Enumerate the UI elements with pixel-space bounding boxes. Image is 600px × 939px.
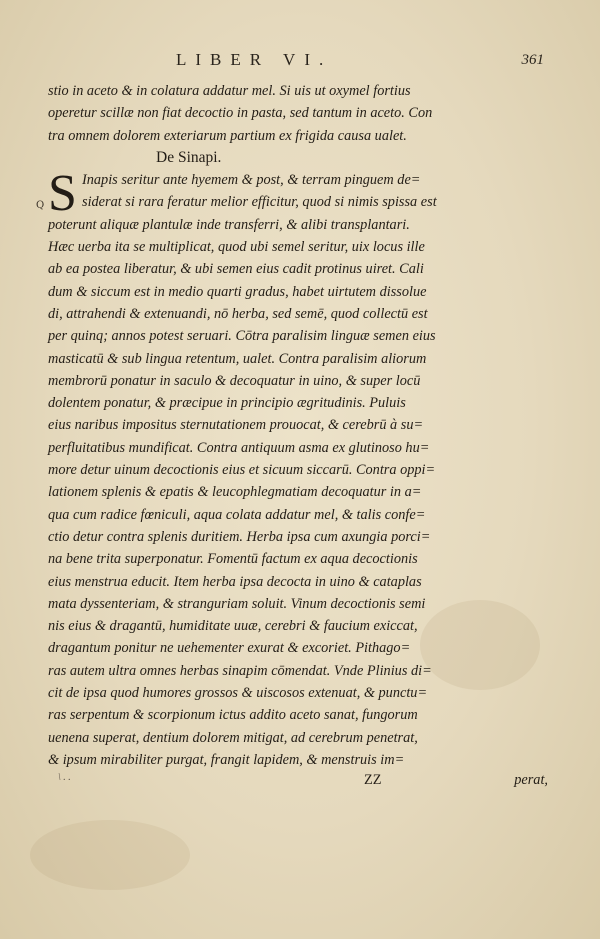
- text-line: dolentem ponatur, & præcipue in principio ægritudinis. Puluis: [48, 395, 406, 412]
- text-line: ctio detur contra splenis duritiem. Herba ipsa cum axungia porci=: [48, 528, 431, 545]
- text-line: dragantum ponitur ne uehementer exurat & excoriet. Pithago=: [48, 640, 411, 657]
- section-heading: De Sinapi.: [156, 148, 222, 166]
- text-line: uenena superat, dentium dolorem mitigat, ad cerebrum penetrat,: [48, 729, 418, 746]
- folio-number: 361: [521, 52, 544, 68]
- text-line: per quinq; annos potest seruari. Cōtra paralisim linguæ semen eius: [48, 328, 436, 345]
- text-line: stio in aceto & in colatura addatur mel. Si uis ut oxymel fortius: [48, 83, 411, 99]
- text-line: di, attrahendi & extenuandi, nō herba, sed semē, quod collectū est: [48, 305, 428, 322]
- footer-marks: \ . .: [58, 772, 71, 783]
- text-line: qua cum radice fœniculi, aqua colata addatur mel, & talis confe=: [48, 506, 426, 523]
- text-line: lationem splenis & epatis & leucophlegmatiam decoquatur in a=: [48, 484, 422, 501]
- signature-mark: ZZ: [364, 772, 382, 788]
- text-line: masticatū & sub lingua retentum, ualet. Contra paralisim aliorum: [48, 350, 427, 367]
- margin-mark: Q: [36, 200, 45, 211]
- text-line: ras serpentum & scorpionum ictus addito aceto sanat, fungorum: [48, 707, 418, 724]
- text-line: & ipsum mirabiliter purgat, frangit lapidem, & menstruis im=: [48, 751, 405, 768]
- text-line: eius naribus impositus sternutationem prouocat, & cerebrū à su=: [48, 417, 424, 434]
- paper-stain: [30, 820, 190, 890]
- text-line: poterunt aliquæ plantulæ inde transferri, & alibi transplantari.: [48, 216, 410, 233]
- running-head: [0, 50, 600, 74]
- text-line: tra omnem dolorem exteriarum partium ex frigida causa ualet.: [48, 127, 407, 144]
- book-title: LIBER VI.: [176, 50, 333, 69]
- text-line: mata dyssenteriam, & stranguriam soluit. Vinum decoctionis semi: [48, 595, 426, 612]
- page-footer: [48, 772, 550, 794]
- text-line: more detur uinum decoctionis eius et sicuum siccarū. Contra oppi=: [48, 462, 436, 479]
- text-line: nis eius & dragantū, humiditate uuæ, cerebri & faucium exiccat,: [48, 618, 418, 635]
- text-line: operetur scillæ non fiat decoctio in pasta, sed tantum in aceto. Con: [48, 105, 433, 122]
- text-line: na bene trita superponatur. Fomentū factum ex aqua decoctionis: [48, 551, 418, 568]
- drop-capital: S: [48, 165, 77, 222]
- text-line: eius menstrua educit. Item herba ipsa decocta in uino & cataplas: [48, 573, 422, 590]
- catchword: perat,: [514, 772, 548, 788]
- text-line: membrorū ponatur in saculo & decoquatur in uino, & super locū: [48, 372, 421, 389]
- text-line: ras autem ultra omnes herbas sinapim cōmendat. Vnde Plinius di=: [48, 662, 432, 679]
- text-line: cit de ipsa quod humores grossos & uiscosos extenuat, & punctu=: [48, 685, 428, 702]
- text-line: ab ea postea liberatur, & ubi semen eius cadit protinus uiret. Cali: [48, 261, 424, 278]
- text-line: Inapis seritur ante hyemem & post, & terram pinguem de=: [82, 172, 421, 189]
- body-text: [48, 80, 550, 771]
- text-line: Hæc uerba ita se multiplicat, quod ubi semel seritur, uix locus ille: [48, 239, 425, 256]
- text-line: perfluitatibus mundificat. Contra antiquum asma ex glutinoso hu=: [48, 439, 430, 456]
- text-line: siderat si rara feratur melior efficitur, quod si nimis spissa est: [82, 194, 437, 211]
- text-line: dum & siccum est in medio quarti gradus, habet uirtutem dissolue: [48, 283, 427, 300]
